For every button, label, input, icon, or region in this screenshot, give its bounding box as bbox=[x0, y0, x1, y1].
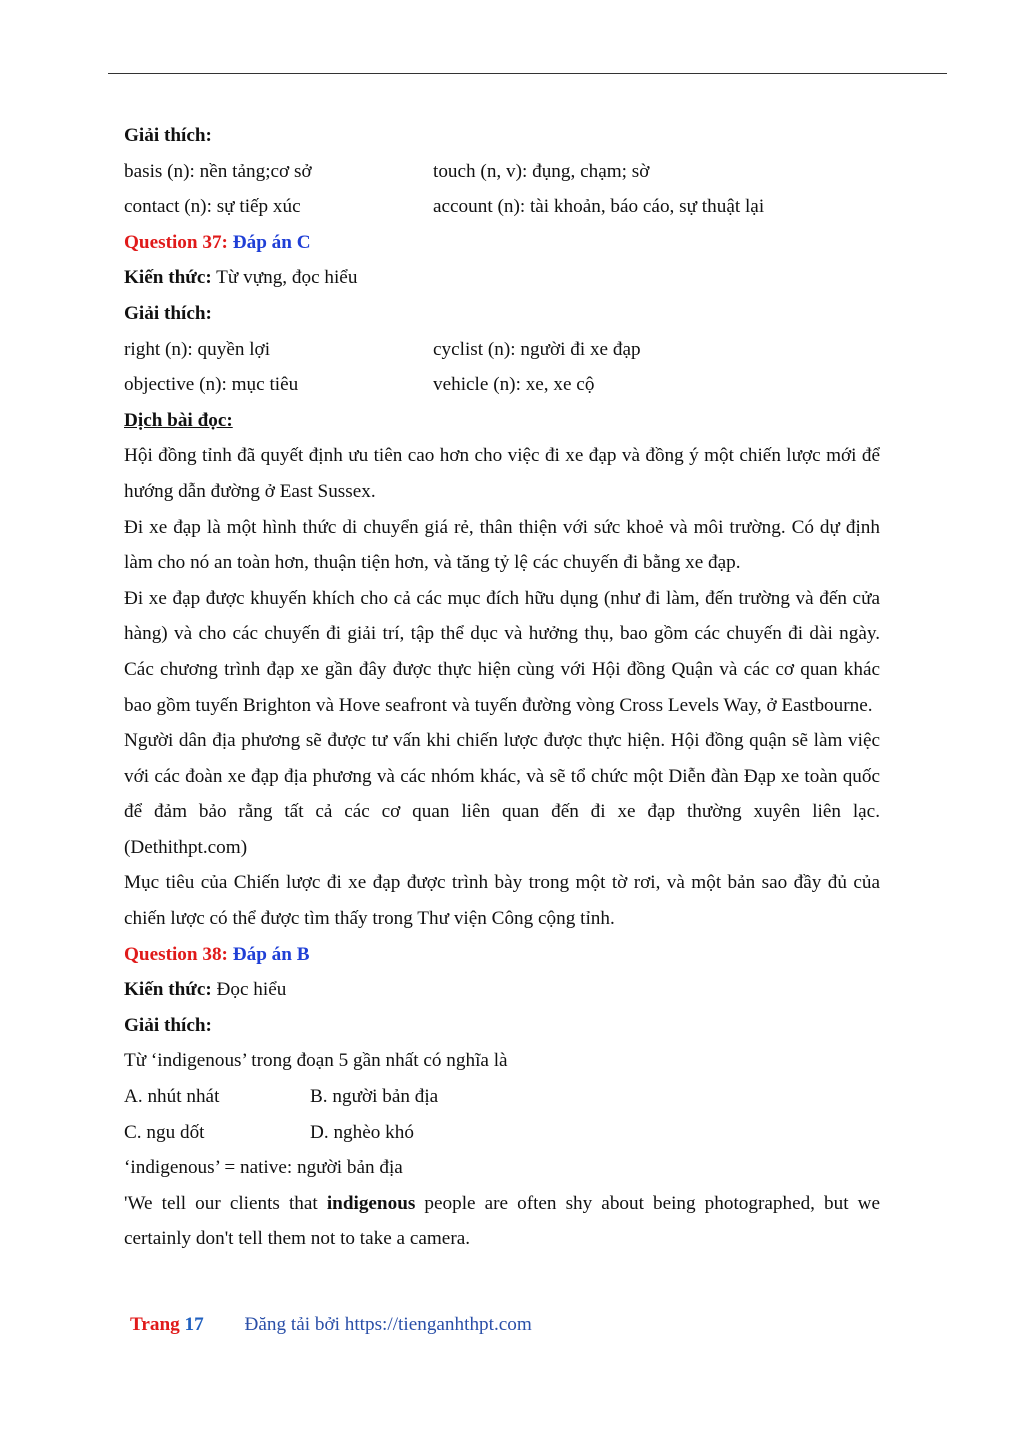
option: D. nghèo khó bbox=[310, 1121, 414, 1143]
translation-paragraph: Mục tiêu của Chiến lược đi xe đạp được trình bày trong một tờ rơi, và một bản sao đầy đủ của chiến lược có thể được tìm thấy trong Thư viện Công cộng tỉnh. bbox=[124, 872, 880, 930]
explain-heading-1: Giải thích: bbox=[124, 125, 212, 146]
knowledge-line bbox=[124, 260, 880, 296]
translation-heading: Dịch bài đọc: bbox=[124, 409, 233, 431]
answer-label: Đáp án B bbox=[232, 943, 310, 965]
quote-keyword: indigenous bbox=[326, 1192, 416, 1214]
quote-text: people are often shy about being photographed, but we certainly don't tell them not to take a camera. bbox=[124, 1192, 880, 1250]
vocab-row bbox=[124, 332, 880, 368]
vocab-row bbox=[124, 154, 880, 190]
explain-heading-2: Giải thích: bbox=[124, 302, 212, 324]
option: A. nhút nhát bbox=[124, 1086, 220, 1108]
vocab-term: contact (n): sự tiếp xúc bbox=[124, 196, 301, 218]
vocab-row bbox=[124, 367, 880, 403]
knowledge-text: Đọc hiểu bbox=[211, 979, 287, 1001]
knowledge-line bbox=[124, 972, 880, 1008]
explain-heading-3: Giải thích: bbox=[124, 1014, 212, 1036]
vocab-term: right (n): quyền lợi bbox=[124, 338, 271, 360]
options-row bbox=[124, 1079, 880, 1115]
question-38-heading bbox=[124, 937, 880, 973]
knowledge-text: Từ vựng, đọc hiểu bbox=[211, 267, 358, 289]
document-body bbox=[124, 118, 880, 1257]
vocab-row bbox=[124, 189, 880, 225]
vocab-term: basis (n): nền tảng;cơ sở bbox=[124, 160, 312, 182]
translation-paragraph: Đi xe đạp được khuyến khích cho cả các mục đích hữu dụng (như đi làm, đến trường và đến cửa hàng) và cho các chuyến đi giải trí, tập thể dục và hưởng thụ, bao gồm các chuyến đi dài ngày. Các chương trình đạp xe gần đây được thực hiện cùng với Hội đồng Quận và các cơ quan khác bao gồm tuyến Brighton và Hove seafront và tuyến đường vòng Cross Levels Way, ở Eastbourne. bbox=[124, 587, 880, 716]
page-footer bbox=[130, 1314, 532, 1336]
option: C. ngu dốt bbox=[124, 1121, 205, 1143]
vocab-term: vehicle (n): xe, xe cộ bbox=[433, 374, 595, 396]
translation-paragraph: Hội đồng tỉnh đã quyết định ưu tiên cao hơn cho việc đi xe đạp và đồng ý một chiến lược mới để hướng dẫn đường ở East Sussex. bbox=[124, 445, 880, 502]
vocab-term: objective (n): mục tiêu bbox=[124, 374, 299, 396]
quote-paragraph bbox=[124, 1186, 880, 1257]
page-number: 17 bbox=[184, 1314, 204, 1335]
vocab-term: account (n): tài khoản, báo cáo, sự thuật lại bbox=[433, 196, 765, 218]
option: B. người bản địa bbox=[310, 1086, 439, 1108]
knowledge-label: Kiến thức: bbox=[124, 267, 212, 289]
header-rule bbox=[108, 73, 947, 74]
quote-text: 'We tell our clients that bbox=[124, 1192, 327, 1214]
question-label: Question 37: bbox=[124, 231, 228, 253]
options-row bbox=[124, 1115, 880, 1151]
translation-paragraph: Đi xe đạp là một hình thức di chuyển giá rẻ, thân thiện với sức khoẻ và môi trường. Có dự định làm cho nó an toàn hơn, thuận tiện hơn, và tăng tỷ lệ các chuyến đi bằng xe đạp. bbox=[124, 516, 880, 574]
answer-label: Đáp án C bbox=[232, 231, 311, 253]
upload-credit-link[interactable]: Đăng tải bởi https://tienganhthpt.com bbox=[244, 1314, 532, 1335]
definition-line: ‘indigenous’ = native: người bản địa bbox=[124, 1157, 403, 1179]
question-text: Từ ‘indigenous’ trong đoạn 5 gần nhất có nghĩa là bbox=[124, 1050, 508, 1072]
vocab-term: cyclist (n): người đi xe đạp bbox=[433, 338, 641, 360]
question-label: Question 38: bbox=[124, 943, 228, 965]
vocab-term: touch (n, v): đụng, chạm; sờ bbox=[433, 160, 650, 182]
page-label: Trang bbox=[130, 1314, 180, 1335]
knowledge-label: Kiến thức: bbox=[124, 979, 212, 1001]
question-37-heading bbox=[124, 225, 880, 261]
translation-paragraph: Người dân địa phương sẽ được tư vấn khi chiến lược được thực hiện. Hội đồng quận sẽ làm việc với các đoàn xe đạp địa phương và các nhóm khác, và sẽ tổ chức một Diễn đàn Đạp xe toàn quốc để đảm bảo rằng tất cả các cơ quan liên quan đến đi xe đạp thường xuyên liên lạc. (Dethithpt.com) bbox=[124, 730, 880, 858]
